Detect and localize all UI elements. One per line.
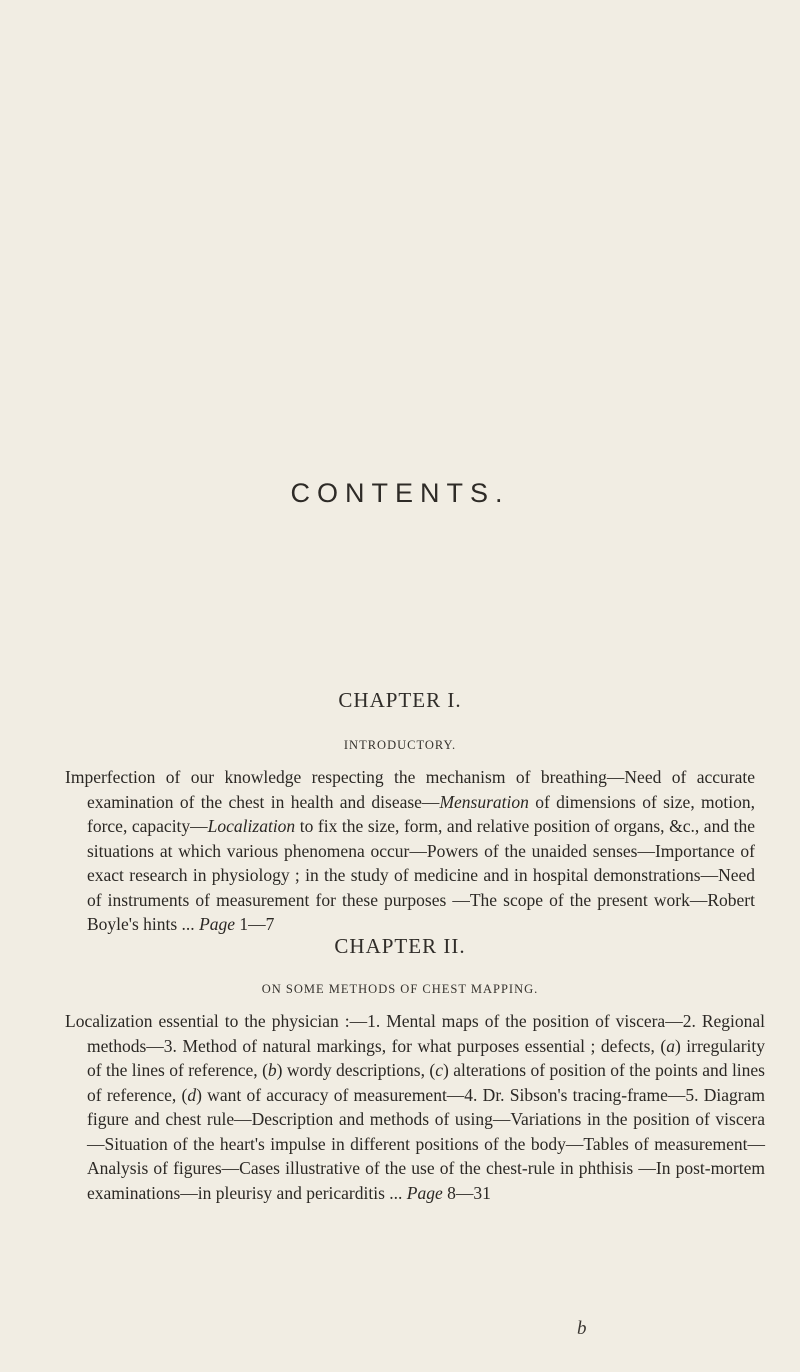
- italic-term: Mensuration: [439, 791, 529, 812]
- contents-heading: CONTENTS.: [290, 478, 510, 508]
- page-reference: [407, 1183, 491, 1203]
- summary-text: ) irregularity of the lines of reference, (: [87, 1035, 765, 1080]
- chapter-1-title: CHAPTER I.: [338, 688, 462, 712]
- summary-text: to fix the size, form, and relative position of organs, &c., and the situations at which various phenomena occur—Powers of the unaided senses—Importance of exact research in physiology ; in the study of medicine and in hospital demonstrations—Need of instruments of measurement for these purposes —The scope of the present work—Robert Boyle's hints ...: [87, 816, 756, 934]
- chapter-1-subtitle: INTRODUCTORY.: [343, 738, 457, 752]
- page-reference: [199, 914, 274, 934]
- chapter-2-subtitle: ON SOME METHODS OF CHEST MAPPING.: [261, 982, 539, 996]
- chapter-2-title: CHAPTER II.: [334, 934, 466, 958]
- summary-text: Localization essential to the physician :—1. Mental maps of the position of viscera—2. Regional methods—3. Method of natural markings, for what purposes essential ; defects, (: [65, 1011, 765, 1056]
- summary-text: ) alterations of position of the points and lines of reference, (: [87, 1060, 765, 1105]
- italic-term: b: [267, 1060, 277, 1080]
- italic-term: Localization: [207, 816, 296, 836]
- page-range: 1—7: [235, 914, 275, 934]
- signature-mark: b: [577, 1318, 587, 1339]
- italic-term: c: [435, 1060, 443, 1080]
- page-label: Page: [406, 1182, 443, 1203]
- summary-text: ) wordy descriptions, (: [276, 1060, 436, 1080]
- summary-text: Imperfection of our knowledge respecting the mechanism of breathing—Need of accurate examination of the chest in health and disease—: [65, 767, 755, 812]
- summary-text: ) want of accuracy of measurement—4. Dr. Sibson's tracing-frame—5. Diagram figure and chest rule—Description and methods of using—Variations in the position of viscera—Situation of the heart's impulse in different positions of the body—Tables of measurement—Analysis of figures—Cases illustrative of the use of the chest-rule in phthisis —In post-mortem examinations—in pleurisy and pericarditis ...: [87, 1084, 765, 1203]
- chapter-1-summary: [65, 765, 755, 937]
- chapter-2-summary: [65, 1009, 765, 1205]
- italic-term: a: [666, 1035, 675, 1056]
- italic-term: d: [187, 1084, 197, 1105]
- page-range: 8—31: [442, 1182, 491, 1203]
- page-label: Page: [199, 914, 236, 934]
- summary-text: of dimensions of size, motion, force, capacity—: [87, 791, 755, 836]
